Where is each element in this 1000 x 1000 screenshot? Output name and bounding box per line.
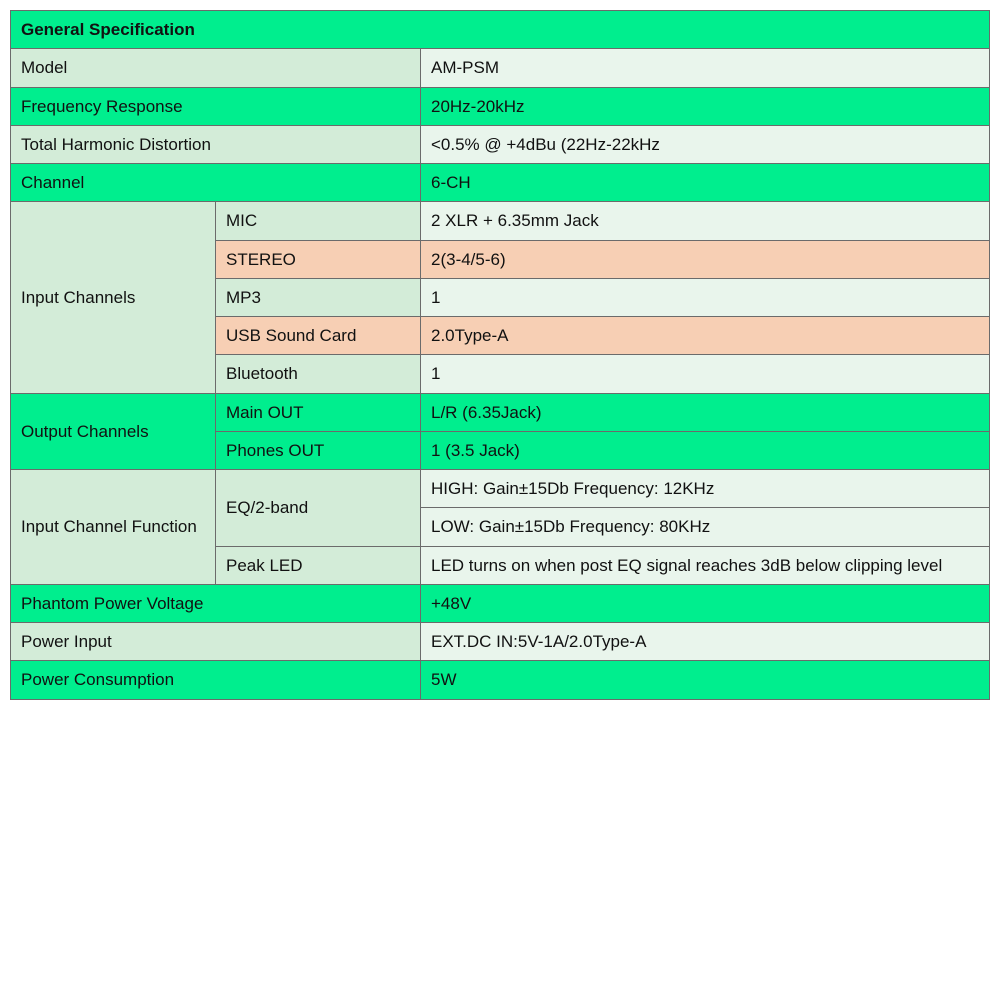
table-row-header (11, 11, 990, 49)
row-value-power-input: EXT.DC IN:5V-1A/2.0Type-A (421, 623, 990, 661)
sub-label-usb-sound-card: USB Sound Card (216, 317, 421, 355)
row-label-thd: Total Harmonic Distortion (11, 125, 421, 163)
row-label-power-consumption: Power Consumption (11, 661, 421, 699)
row-value-bluetooth: 1 (421, 355, 990, 393)
sub-label-mp3: MP3 (216, 278, 421, 316)
group-label-input-channel-function: Input Channel Function (11, 470, 216, 585)
table-row-power-input (11, 623, 990, 661)
sub-label-eq-2-band: EQ/2-band (216, 470, 421, 547)
general-specification-table (10, 10, 990, 700)
table-row-frequency-response (11, 87, 990, 125)
row-label-channel: Channel (11, 164, 421, 202)
sub-label-peak-led: Peak LED (216, 546, 421, 584)
row-value-peak-led: LED turns on when post EQ signal reaches 3dB below clipping level (421, 546, 990, 584)
row-value-phones-out: 1 (3.5 Jack) (421, 431, 990, 469)
table-row-eq-high (11, 470, 990, 508)
row-value-mic: 2 XLR + 6.35mm Jack (421, 202, 990, 240)
row-label-frequency-response: Frequency Response (11, 87, 421, 125)
sub-label-bluetooth: Bluetooth (216, 355, 421, 393)
group-label-output-channels: Output Channels (11, 393, 216, 470)
sub-label-stereo: STEREO (216, 240, 421, 278)
table-row-channel (11, 164, 990, 202)
row-value-thd: <0.5% @ +4dBu (22Hz-22kHz (421, 125, 990, 163)
row-value-channel: 6-CH (421, 164, 990, 202)
table-row-mic (11, 202, 990, 240)
group-label-input-channels: Input Channels (11, 202, 216, 393)
row-value-phantom-power: +48V (421, 584, 990, 622)
row-label-phantom-power: Phantom Power Voltage (11, 584, 421, 622)
row-label-model: Model (11, 49, 421, 87)
table-row-phantom-power (11, 584, 990, 622)
row-value-mp3: 1 (421, 278, 990, 316)
row-value-model: AM-PSM (421, 49, 990, 87)
row-value-frequency-response: 20Hz-20kHz (421, 87, 990, 125)
row-value-main-out: L/R (6.35Jack) (421, 393, 990, 431)
table-row-thd (11, 125, 990, 163)
row-value-eq-high: HIGH: Gain±15Db Frequency: 12KHz (421, 470, 990, 508)
sub-label-mic: MIC (216, 202, 421, 240)
table-row-model (11, 49, 990, 87)
row-value-stereo: 2(3-4/5-6) (421, 240, 990, 278)
row-value-usb-sound-card: 2.0Type-A (421, 317, 990, 355)
row-label-power-input: Power Input (11, 623, 421, 661)
table-title: General Specification (11, 11, 990, 49)
row-value-eq-low: LOW: Gain±15Db Frequency: 80KHz (421, 508, 990, 546)
table-row-power-consumption (11, 661, 990, 699)
sub-label-main-out: Main OUT (216, 393, 421, 431)
table-row-main-out (11, 393, 990, 431)
sub-label-phones-out: Phones OUT (216, 431, 421, 469)
row-value-power-consumption: 5W (421, 661, 990, 699)
